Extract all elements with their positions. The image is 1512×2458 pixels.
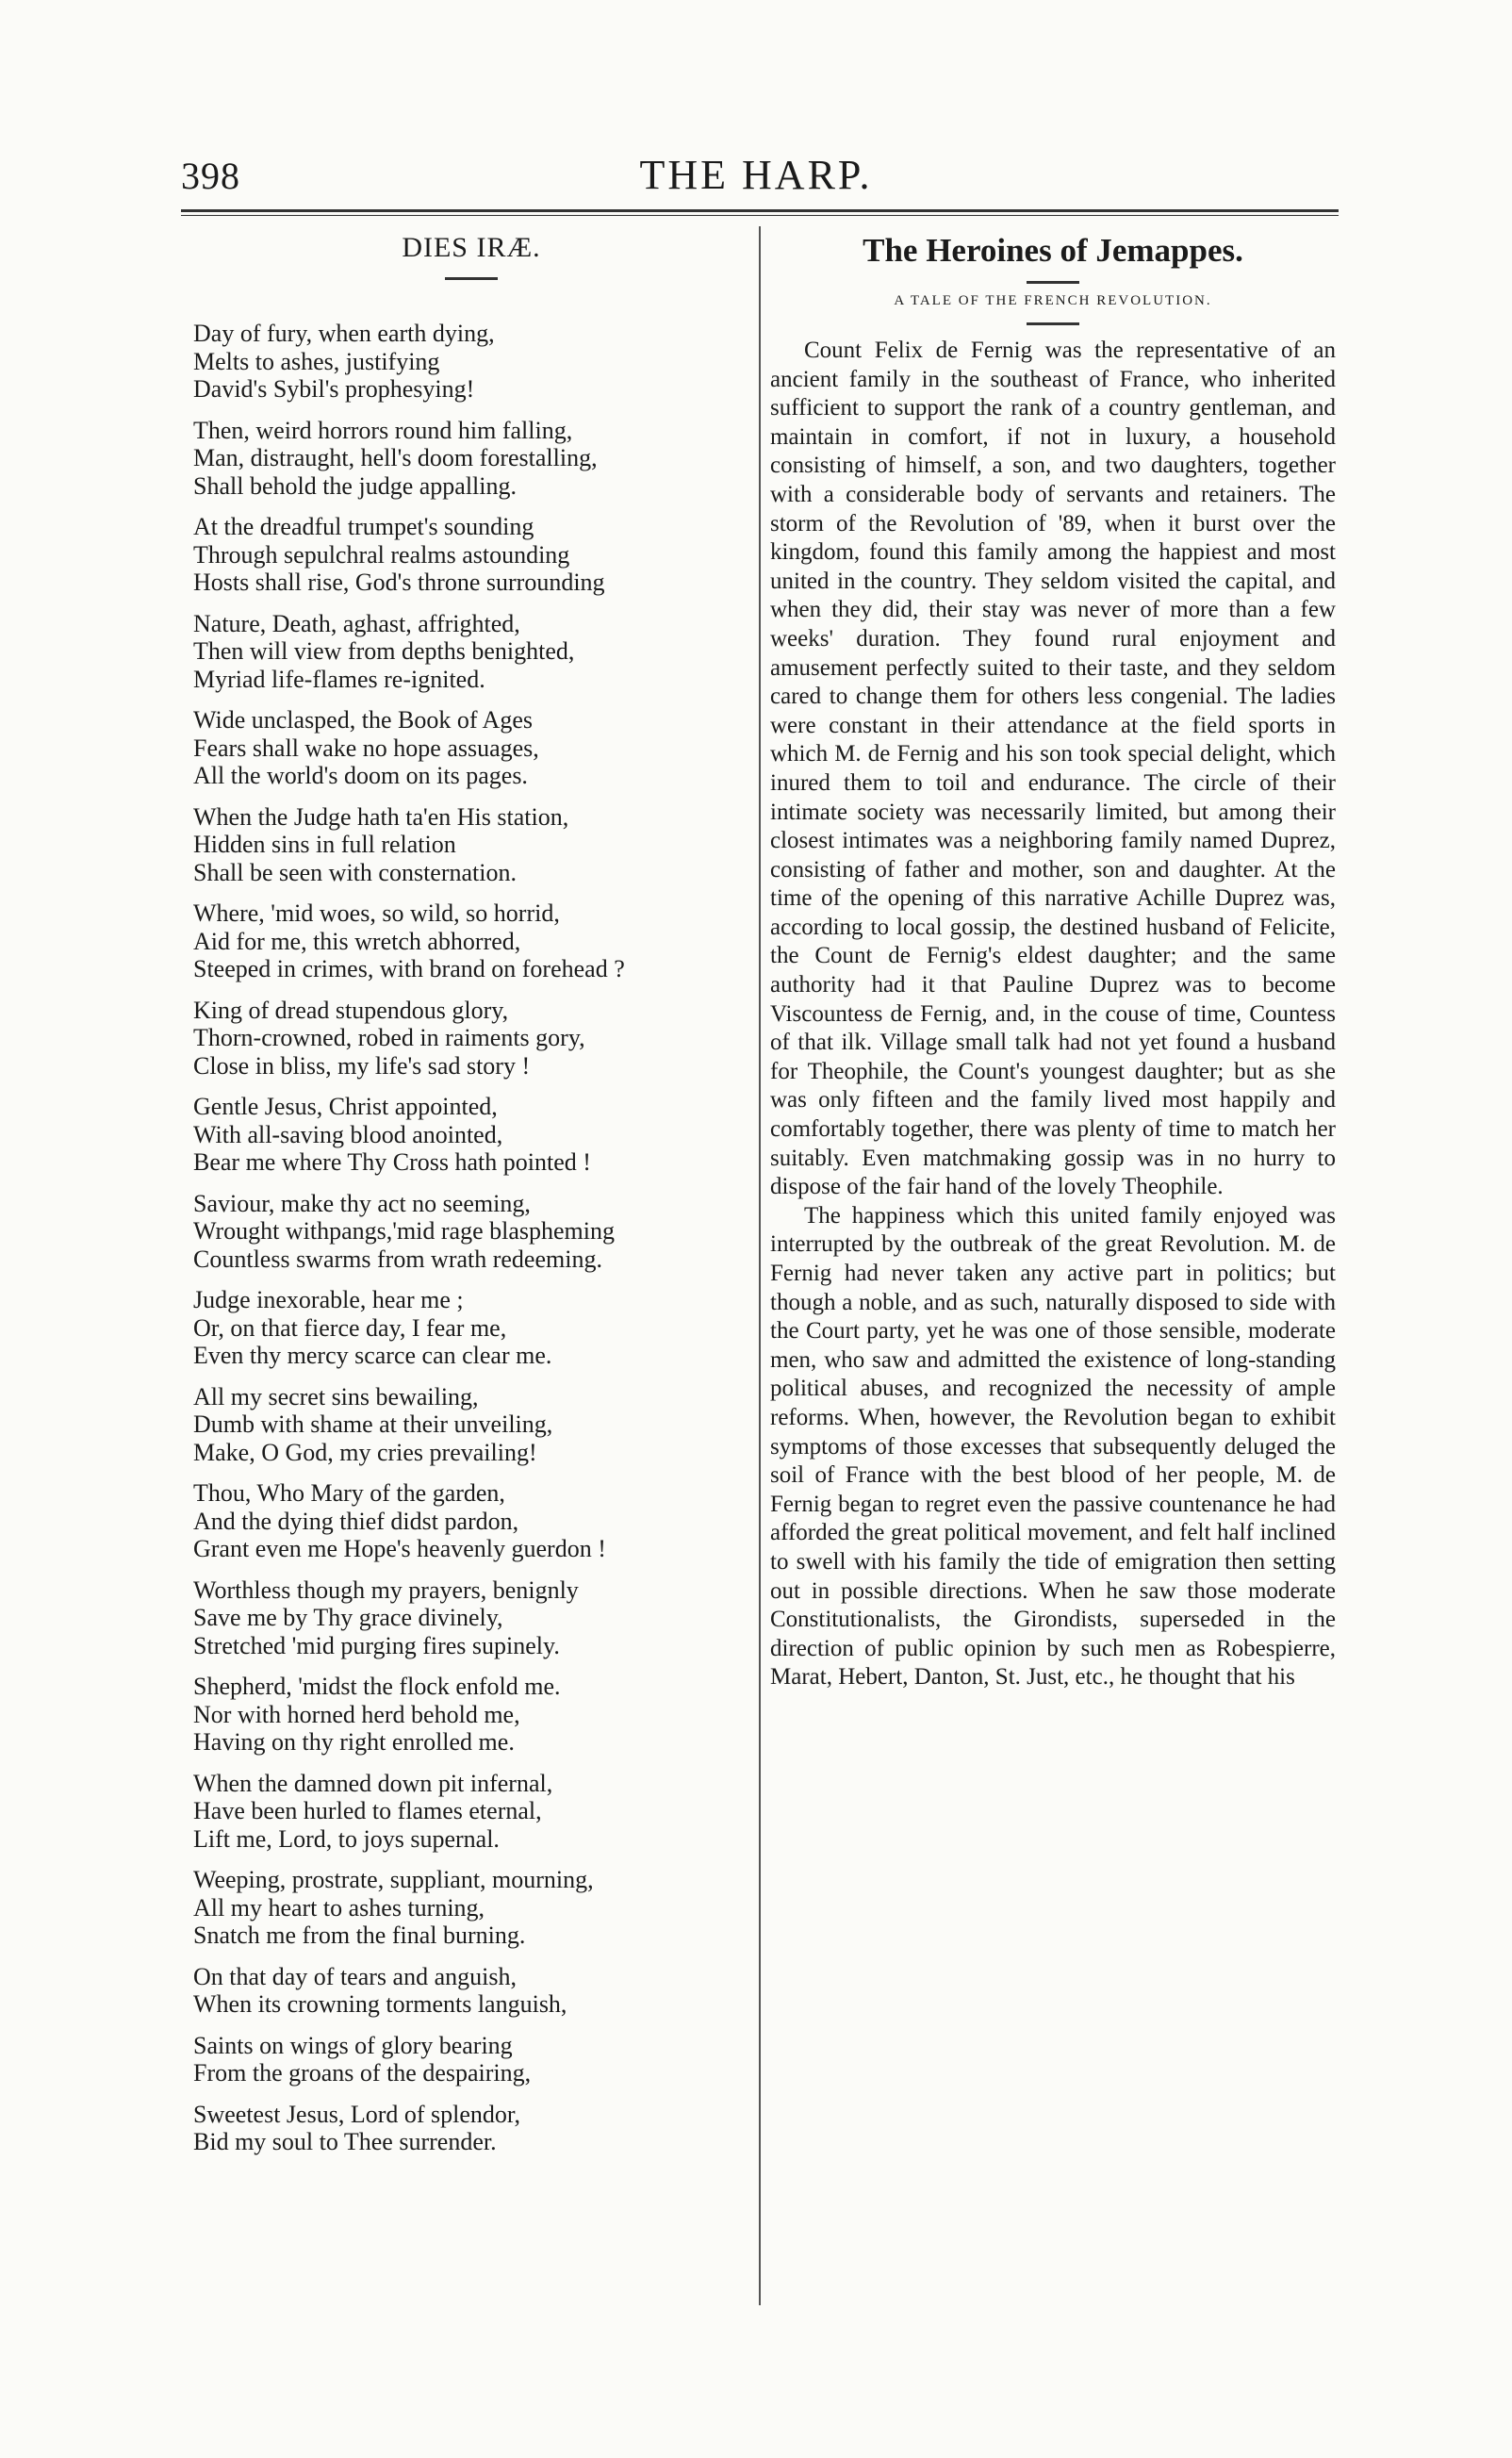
- poem-line: Saviour, make thy act no seeming,: [193, 1189, 531, 1217]
- poem-line: At the dreadful trumpet's sounding: [193, 513, 534, 540]
- poem-stanza: [193, 997, 749, 1081]
- poem-line: Steeped in crimes, with brand on forehead ?: [193, 955, 625, 982]
- poem-line: Myriad life-flames re-ignited.: [193, 665, 485, 693]
- poem-line: All the world's doom on its pages.: [193, 762, 528, 789]
- poem-line: Make, O God, my cries prevailing!: [193, 1438, 537, 1466]
- poem-line: All my secret sins bewailing,: [193, 1382, 479, 1410]
- poem-line: Gentle Jesus, Christ appointed,: [193, 1093, 498, 1120]
- poem-line: Shall behold the judge appalling.: [193, 471, 517, 500]
- poem-line: Weeping, prostrate, suppliant, mourning,: [193, 1866, 594, 1893]
- poem-line: When its crowning torments languish,: [193, 1990, 567, 2018]
- poem-line: Hidden sins in full relation: [193, 831, 456, 858]
- poem-line: Have been hurled to flames eternal,: [193, 1797, 542, 1824]
- poem-body: [193, 320, 749, 2156]
- poem-line: Judge inexorable, hear me ;: [193, 1286, 464, 1313]
- poem-line: Melts to ashes, justifying: [193, 347, 440, 375]
- poem-stanza: [193, 803, 749, 887]
- poem-line: Wrought withpangs,'mid rage blaspheming: [193, 1217, 616, 1245]
- poem-line: Where, 'mid woes, so wild, so horrid,: [193, 899, 560, 927]
- poem-stanza: [193, 706, 749, 790]
- poem-stanza: [193, 417, 749, 501]
- poem-line: Saints on wings of glory bearing: [193, 2031, 513, 2059]
- poem-title-rule: [445, 277, 498, 280]
- poem-stanza: [193, 1383, 749, 1467]
- poem-line: Sweetest Jesus, Lord of splendor,: [193, 2100, 521, 2128]
- poem-line: Bear me where Thy Cross hath pointed !: [193, 1148, 591, 1176]
- article-body: [770, 337, 1336, 1692]
- poem-line: Then, weird horrors round him falling,: [193, 416, 573, 444]
- article-title: The Heroines of Jemappes.: [863, 232, 1243, 269]
- article-title-rule: [1027, 281, 1079, 284]
- poem-line: Nature, Death, aghast, affrighted,: [193, 609, 520, 637]
- poem-line: Hosts shall rise, God's throne surrounding: [193, 569, 605, 596]
- poem-line: Grant even me Hope's heavenly guerdon !: [193, 1535, 606, 1562]
- poem-line: Snatch me from the final burning.: [193, 1922, 526, 1949]
- poem-line: Day of fury, when earth dying,: [193, 320, 495, 347]
- poem-line: On that day of tears and anguish,: [193, 1962, 517, 1990]
- poem-stanza: [193, 899, 749, 983]
- poem-line: When the damned down pit infernal,: [193, 1769, 553, 1797]
- article-subtitle: A TALE OF THE FRENCH REVOLUTION.: [894, 293, 1212, 308]
- poem-line: Thorn-crowned, robed in raiments gory,: [193, 1024, 585, 1051]
- poem-line: Nor with horned herd behold me,: [193, 1700, 520, 1728]
- poem-line: Close in bliss, my life's sad story !: [193, 1051, 531, 1080]
- page-number: 398: [181, 155, 240, 197]
- poem-line: Save me by Thy grace divinely,: [193, 1604, 503, 1631]
- header-rule: [181, 209, 1339, 216]
- poem-line: Lift me, Lord, to joys supernal.: [193, 1824, 500, 1853]
- poem-line: From the groans of the despairing,: [193, 2059, 532, 2087]
- poem-line: Shall be seen with consternation.: [193, 858, 517, 886]
- poem-line: Or, on that fierce day, I fear me,: [193, 1313, 507, 1342]
- poem-stanza: [193, 610, 749, 694]
- poem-line: Then will view from depths benighted,: [193, 637, 575, 665]
- running-title: THE HARP.: [639, 152, 873, 198]
- poem-stanza: [193, 1770, 749, 1854]
- poem-line: King of dread stupendous glory,: [193, 996, 509, 1024]
- article-paragraph: Count Felix de Fernig was the representative of an ancient family in the southeast of France, who inherited sufficient to support the rank of a country gentleman, and maintain in comfort, if not in luxury, a household consisting of himself, a son, and two daughters, together with a considerable body of servants and retainers. The storm of the Revolution of '89, when it burst over the kingdom, found this family among the happiest and most united in the country. They seldom visited the capital, and when they did, their stay was never of more than a few weeks' duration. They found rural enjoyment and amusement perfectly suited to their taste, and they seldom cared to change them for others less congenial. The ladies were constant in their attendance at the field sports in which M. de Fernig and his son took special delight, which inured them to toil and endurance. The circle of their intimate society was necessarily limited, but among their closest intimates was a neighboring family named Duprez, consisting of father and mother, son and daughter. At the time of the opening of this narrative Achille Duprez was, according to local gossip, the destined husband of Felicite, the Count de Fernig's eldest daughter; and the same authority had it that Pauline Duprez was to become Viscountess de Fernig, and, in the couse of time, Countess of that ilk. Village small talk had not yet found a husband for Theophile, the Count's youngest daughter; but as she was only fifteen and the family lived most happily and comfortably together, there was plenty of time to match her suitably. Even matchmaking gossip was in no hurry to dispose of the fair hand of the lovely Theophile.: [770, 338, 1336, 1200]
- article-column: [770, 232, 1336, 1692]
- article-subtitle-rule: [1027, 322, 1079, 325]
- poem-line: Aid for me, this wretch abhorred,: [193, 927, 521, 955]
- poem-line: Bid my soul to Thee surrender.: [193, 2128, 497, 2155]
- poem-stanza: [193, 1190, 749, 1274]
- poem-stanza: [193, 513, 749, 597]
- poem-line: Wide unclasped, the Book of Ages: [193, 706, 533, 734]
- poem-line: Fears shall wake no hope assuages,: [193, 734, 539, 762]
- poem-line: Man, distraught, hell's doom forestalling,: [193, 444, 598, 471]
- poem-stanza: [193, 1963, 749, 2019]
- poem-stanza: [193, 1576, 749, 1660]
- column-divider: [759, 226, 761, 2305]
- poem-line: Having on thy right enrolled me.: [193, 1728, 515, 1756]
- poem-line: Worthless though my prayers, benignly: [193, 1575, 579, 1604]
- poem-stanza: [193, 1673, 749, 1757]
- poem-line: And the dying thief didst pardon,: [193, 1507, 519, 1535]
- poem-stanza: [193, 1286, 749, 1370]
- poem-line: David's Sybil's prophesying!: [193, 375, 475, 403]
- poem-line: Through sepulchral realms astounding: [193, 540, 570, 569]
- poem-line: Dumb with shame at their unveiling,: [193, 1410, 553, 1438]
- poem-stanza: [193, 2101, 749, 2156]
- poem-stanza: [193, 320, 749, 404]
- poem-stanza: [193, 1866, 749, 1950]
- poem-line: Stretched 'mid purging fires supinely.: [193, 1631, 560, 1659]
- poem-stanza: [193, 1093, 749, 1177]
- poem-line: Shepherd, 'midst the flock enfold me.: [193, 1673, 561, 1700]
- article-paragraph: The happiness which this united family enjoyed was interrupted by the outbreak of the great Revolution. M. de Fernig had never taken any active part in politics; but though a noble, and as such, naturally disposed to side with the Court party, yet he was one of those sensible, moderate men, who saw and admitted the existence of long-standing political abuses, and recognized the necessity of ample reforms. When, however, the Revolution began to exhibit symptoms of those excesses that subsequently deluged the soil of France with the best blood of her people, M. de Fernig began to regret even the passive countenance he had afforded the great political movement, and felt half inclined to swell with his family the tide of emigration then setting out in possible directions. When he saw those moderate Constitutionalists, the Girondists, superseded in the direction of public opinion by such men as Robespierre, Marat, Hebert, Danton, St. Just, etc., he thought that his: [770, 1202, 1336, 1691]
- poem-line: Countless swarms from wrath redeeming.: [193, 1245, 602, 1273]
- poem-title: DIES IRÆ.: [402, 232, 541, 263]
- poem-stanza: [193, 1479, 749, 1563]
- poem-column: [193, 232, 749, 2169]
- poem-line: With all-saving blood anointed,: [193, 1120, 503, 1148]
- poem-line: Even thy mercy scarce can clear me.: [193, 1342, 552, 1369]
- poem-line: All my heart to ashes turning,: [193, 1893, 485, 1922]
- poem-line: When the Judge hath ta'en His station,: [193, 802, 569, 831]
- poem-line: Thou, Who Mary of the garden,: [193, 1479, 505, 1507]
- poem-stanza: [193, 2032, 749, 2087]
